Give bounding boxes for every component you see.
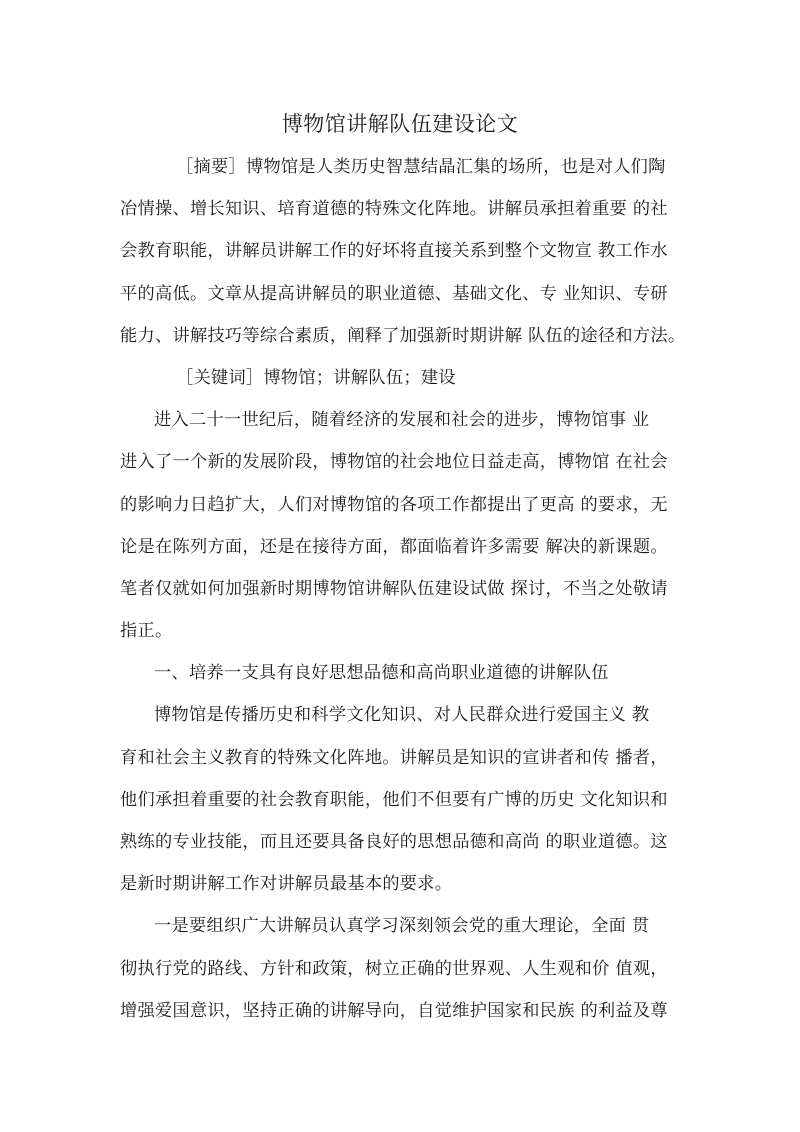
paragraph-line: 彻执行党的路线、方针和政策，树立正确的世界观、人生观和价 值观， (120, 958, 668, 979)
paragraph-line: 论是在陈列方面，还是在接待方面，都面临着许多需要 解决的新课题。 (120, 536, 668, 557)
paragraph-line: 博物馆是传播历史和科学文化知识、对人民群众进行爱国主义 教 (154, 705, 650, 726)
paragraph-line: 他们承担着重要的社会教育职能，他们不但要有广博的历史 文化知识和 (120, 789, 668, 810)
paragraph-line: 指正。 (120, 621, 173, 642)
paragraph-line: 进入二十一世纪后，随着经济的发展和社会的进步，博物馆事 业 (154, 410, 650, 431)
abstract-line: ［摘要］博物馆是人类历史智慧结晶汇集的场所，也是对人们陶 (176, 157, 666, 177)
abstract-line: 平的高低。文章从提高讲解员的职业道德、基础文化、专 业知识、专研 (120, 283, 668, 304)
paragraph-line: 熟练的专业技能，而且还要具备良好的思想品德和高尚 的职业道德。这 (120, 832, 668, 852)
abstract-line: 会教育职能，讲解员讲解工作的好坏将直接关系到整个文物宣 教工作水 (120, 241, 668, 262)
abstract-line: 冶情操、增长知识、培育道德的特殊文化阵地。讲解员承担着重要 的社 (120, 199, 668, 220)
document-title: 博物馆讲解队伍建设论文 (281, 112, 519, 136)
abstract-line: 能力、讲解技巧等综合素质，阐释了加强新时期讲解 队伍的途径和方法。 (120, 325, 686, 346)
paragraph-line: 育和社会主义教育的特殊文化阵地。讲解员是知识的宣讲者和传 播者， (120, 747, 668, 768)
keywords-line: ［关键词］博物馆；讲解队伍；建设 (176, 367, 456, 388)
section-heading: 一、培养一支具有良好思想品德和高尚职业道德的讲解队伍 (154, 663, 609, 684)
paragraph-line: 进入了一个新的发展阶段，博物馆的社会地位日益走高，博物馆 在社会 (120, 452, 668, 473)
paragraph-line: 一是要组织广大讲解员认真学习深刻领会党的重大理论，全面 贯 (154, 916, 650, 937)
document-body (120, 146, 685, 1032)
paragraph-line: 的影响力日趋扩大，人们对博物馆的各项工作都提出了更高 的要求，无 (120, 494, 668, 515)
paragraph-line: 增强爱国意识，坚持正确的讲解导向，自觉维护国家和民族 的利益及尊 (120, 1000, 668, 1021)
paragraph-line: 是新时期讲解工作对讲解员最基本的要求。 (120, 874, 453, 895)
paragraph-line: 笔者仅就如何加强新时期博物馆讲解队伍建设试做 探讨，不当之处敬请 (120, 578, 668, 599)
